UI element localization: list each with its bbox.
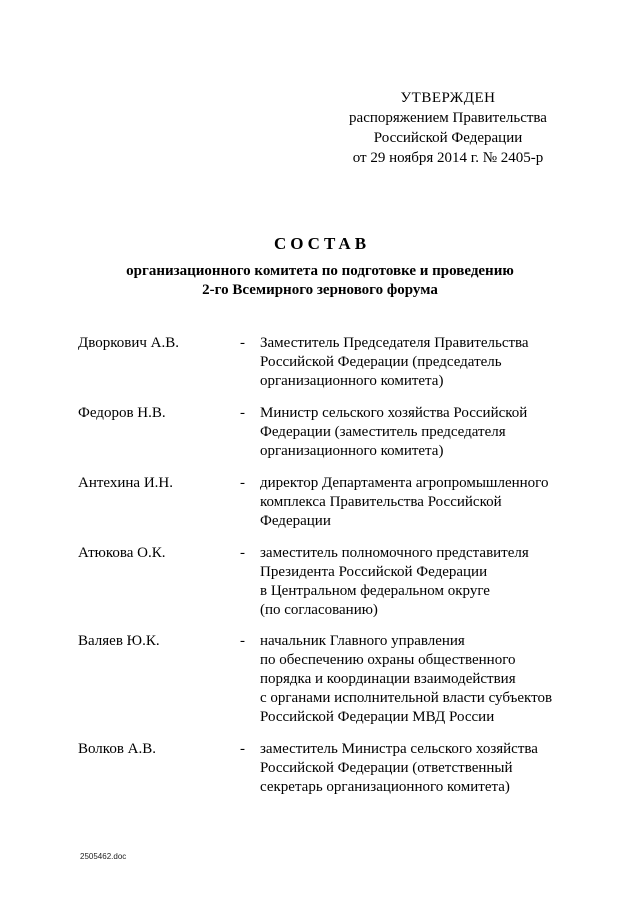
member-role [260,474,580,531]
member-dash: - [240,405,245,421]
member-name: Федоров Н.В. [78,405,166,421]
member-role-line: заместитель Министра сельского хозяйства [260,741,538,757]
member-role-line: Министр сельского хозяйства Российской [260,405,528,421]
member-role-line: Заместитель Председателя Правительства [260,335,529,351]
member-entry [78,334,578,404]
member-entry [78,632,578,740]
member-role-line: (по согласованию) [260,602,378,618]
member-name: Атюкова О.К. [78,545,166,561]
member-dash: - [240,335,245,351]
member-entry [78,404,578,474]
member-role-line: Российской Федерации (председатель [260,354,502,370]
member-role [260,740,580,797]
member-role-line: заместитель полномочного представителя [260,545,529,561]
member-role [260,334,580,391]
approved-heading: УТВЕРЖДЕН [400,90,496,106]
member-role-line: по обеспечению охраны общественного [260,652,516,668]
member-role [260,544,580,620]
document-subtitle-line: 2-го Всемирного зернового форума [202,282,438,298]
file-reference: 2505462.doc [80,852,127,861]
member-role-line: Федерации [260,513,331,529]
member-name: Волков А.В. [78,741,156,757]
member-role-line: Президента Российской Федерации [260,564,488,580]
member-entry [78,544,578,632]
member-role-line: секретарь организационного комитета) [260,779,510,795]
member-role-line: Российской Федерации МВД России [260,709,495,725]
title-block [0,234,640,300]
member-role [260,404,580,461]
document-subtitle-line: организационного комитета по подготовке и проведению [126,263,514,279]
document-title: СОСТАВ [273,234,371,253]
member-role-line: директор Департамента агропромышленного [260,475,549,491]
member-dash: - [240,633,245,649]
member-role-line: организационного комитета) [260,373,444,389]
member-role-line: в Центральном федеральном округе [260,583,490,599]
approval-line: Российской Федерации [373,130,523,146]
member-role-line: организационного комитета) [260,443,444,459]
member-role-line: с органами исполнительной власти субъектов [260,690,553,706]
member-name: Валяев Ю.К. [78,633,160,649]
member-role-line: Российской Федерации (ответственный [260,760,513,776]
approval-line: распоряжением Правительства [349,110,547,126]
member-dash: - [240,741,245,757]
member-name: Антехина И.Н. [78,475,174,491]
member-dash: - [240,545,245,561]
member-name: Дворкович А.В. [78,335,179,351]
member-role [260,632,580,727]
member-entry [78,474,578,544]
member-role-line: Федерации (заместитель председателя [260,424,506,440]
member-dash: - [240,475,245,491]
member-role-line: комплекса Правительства Российской [260,494,502,510]
approval-date-line: от 29 ноября 2014 г. № 2405-р [352,150,544,166]
members-list [78,334,578,810]
member-entry [78,740,578,810]
approval-block [330,88,566,168]
member-role-line: порядка и координации взаимодействия [260,671,516,687]
member-role-line: начальник Главного управления [260,633,465,649]
